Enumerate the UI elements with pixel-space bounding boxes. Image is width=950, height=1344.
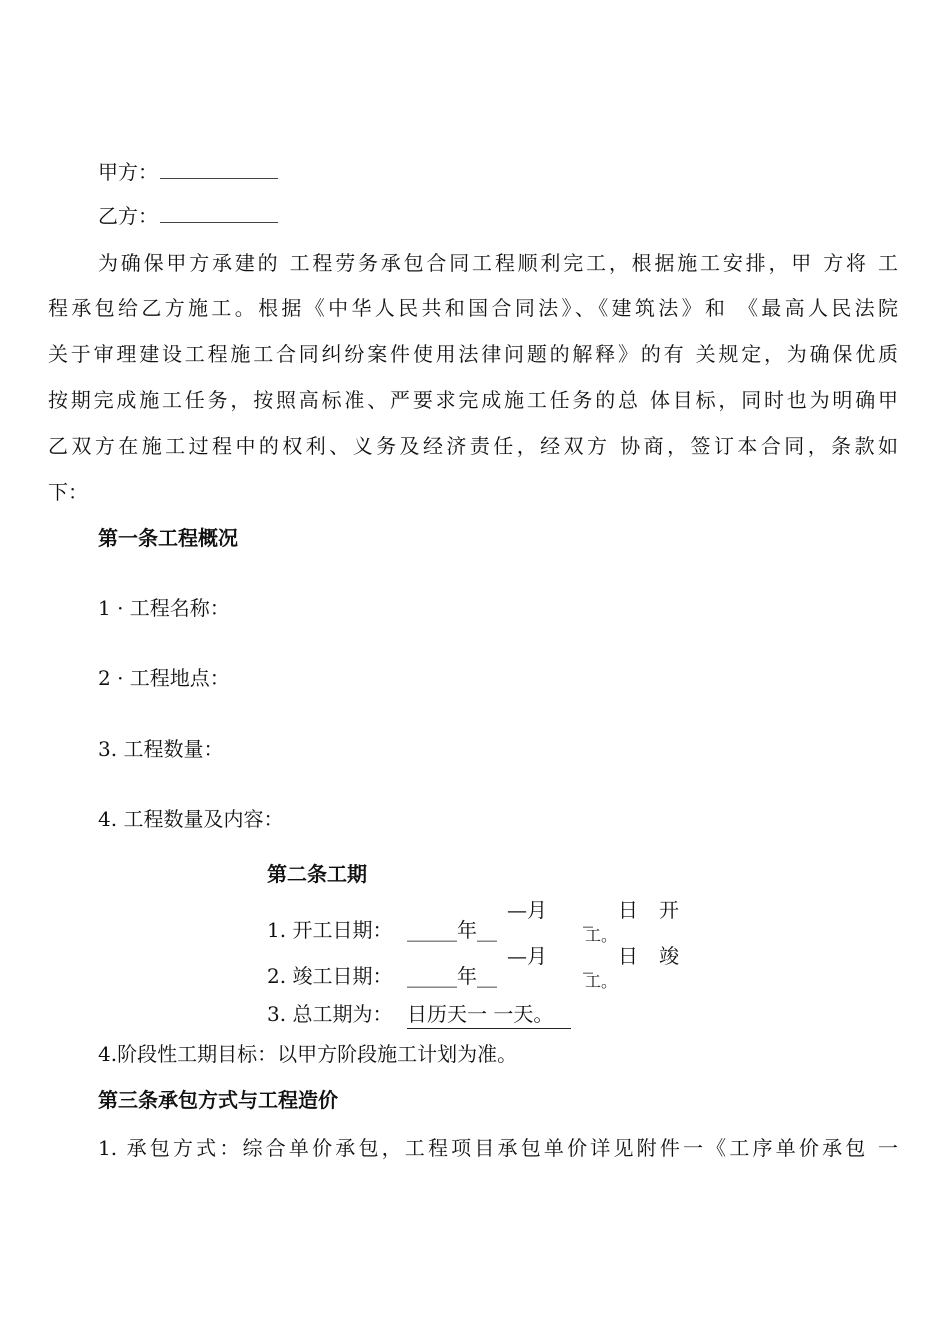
intro-line-5: 乙双方在施工过程中的权利、义务及经济责任，经双方 协商，签订本合同，条款如 (48, 434, 898, 458)
article-1-item-4: 4. 工程数量及内容： (98, 807, 284, 831)
article-1-item-1: 1 · 工程名称： (98, 596, 230, 620)
start-date-day-mark: _ (583, 904, 593, 928)
article-2-title: 第二条工期 (267, 862, 367, 886)
party-b-blank (160, 206, 278, 223)
start-date-month: —月 (507, 898, 547, 922)
party-a-label: 甲方： (98, 160, 158, 184)
start-date-label: 1. 开工日期： (267, 918, 393, 942)
end-date-day-mark: _ (583, 950, 593, 974)
start-date-word: 开 (659, 898, 679, 922)
start-date-tail: 工。 (585, 926, 618, 945)
intro-line-2: 程承包给乙方施工。根据《中华人民共和国合同法》、《建筑法》和 《最高人民法院 (48, 296, 898, 320)
party-a-line (98, 154, 278, 190)
article-1-title: 第一条工程概况 (98, 526, 238, 550)
stage-target: 4.阶段性工期目标：以甲方阶段施工计划为准。 (98, 1042, 518, 1066)
article-3-title: 第三条承包方式与工程造价 (98, 1088, 338, 1112)
article-1-item-3: 3. 工程数量： (98, 737, 224, 761)
start-date-year: _____年__ (407, 918, 497, 942)
end-date-label: 2. 竣工日期： (267, 964, 393, 988)
intro-line-1: 为确保甲方承建的 工程劳务承包合同工程顺利完工，根据施工安排，甲 方将 工 (98, 251, 898, 275)
party-b-label: 乙方： (98, 204, 158, 228)
intro-line-3: 关于审理建设工程施工合同纠纷案件使用法律问题的解释》的有 关规定，为确保优质 (48, 342, 898, 366)
total-duration-value: 日历天一 一天。 (407, 1000, 571, 1029)
end-date-year: _____年__ (407, 964, 497, 988)
party-a-blank (160, 162, 278, 179)
article-3-item-1: 1. 承包方式：综合单价承包，工程项目承包单价详见附件一《工序单价承包 一 (98, 1136, 898, 1160)
article-1-item-2: 2 · 工程地点： (98, 666, 230, 690)
party-b-line (98, 198, 278, 234)
end-date-month: —月 (507, 944, 547, 968)
end-date-word: 竣 (659, 944, 679, 968)
end-date-day: 日 (618, 944, 638, 968)
intro-line-6: 下： (48, 480, 88, 504)
end-date-tail: 工。 (585, 972, 618, 991)
total-duration-label: 3. 总工期为： (267, 1002, 393, 1026)
start-date-day: 日 (618, 898, 638, 922)
intro-line-4: 按期完成施工任务，按照高标准、严要求完成施工任务的总 体目标，同时也为明确甲 (48, 388, 898, 412)
